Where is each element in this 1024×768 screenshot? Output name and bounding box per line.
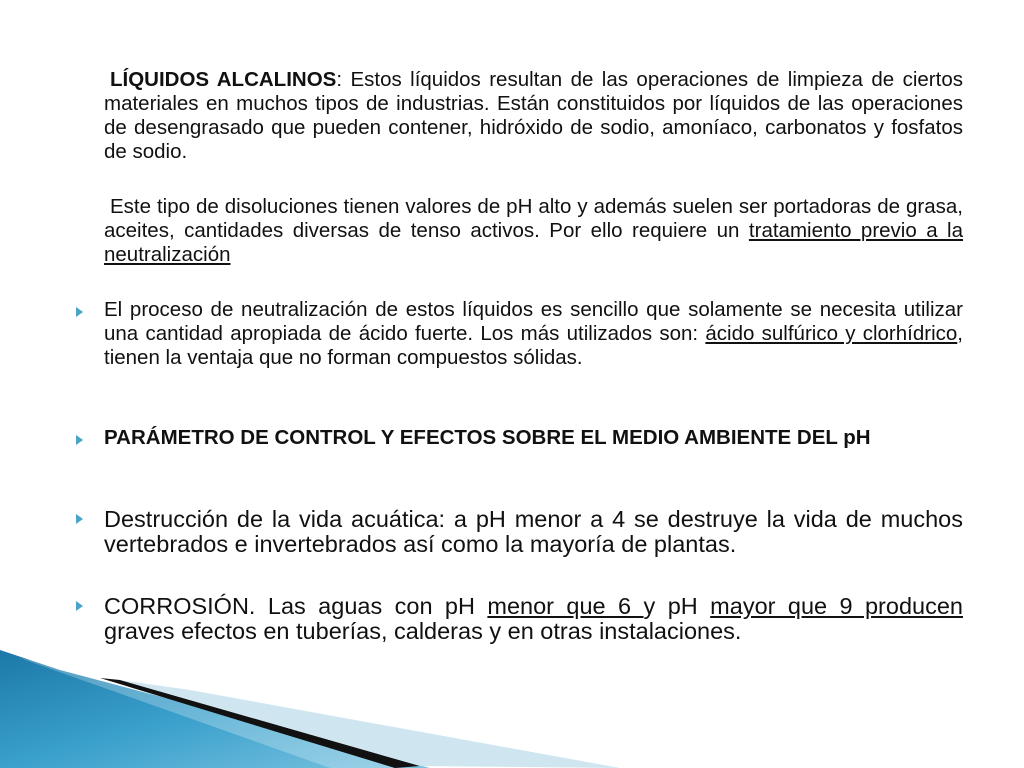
underlined-text: tratamiento previo a la neutralización bbox=[104, 219, 964, 266]
bullet-heading: PARÁMETRO DE CONTROL Y EFECTOS SOBRE EL MEDIO AMBIENTE DEL pH bbox=[104, 426, 871, 449]
bullet-arrow-icon bbox=[76, 601, 83, 611]
bullet-text: , tienen la ventaja que no forman compuestos sólidas. bbox=[104, 322, 963, 369]
bullet-neutralizacion bbox=[104, 298, 963, 370]
bullet-arrow-icon bbox=[76, 514, 83, 524]
paragraph-text: Este tipo de disoluciones tienen valores de pH alto y además suelen ser portadoras de grasa, aceites, cantidades diversas de tenso activos. Por ello requiere un bbox=[104, 195, 963, 242]
paragraph-disoluciones bbox=[104, 195, 963, 267]
bullet-text: y pH bbox=[643, 593, 711, 619]
underlined-text: ácido sulfúrico y clorhídrico bbox=[705, 322, 958, 345]
decorative-swoosh bbox=[0, 620, 1024, 768]
paragraph-text: : Estos líquidos resultan de las operaciones de limpieza de ciertos materiales en muchos tipos de industrias. Están constituidos por líquidos de las operaciones de desengrasado que pueden contener, hidróxido de sodio, amoníaco, carbonatos y fosfatos de sodio. bbox=[104, 68, 963, 163]
bullet-text: El proceso de neutralización de estos líquidos es sencillo que solamente se necesita utilizar una cantidad apropiada de ácido fuerte. Los más utilizados son: bbox=[104, 298, 963, 345]
bullet-parametro-control bbox=[104, 426, 924, 450]
underlined-text: mayor que 9 producen bbox=[710, 593, 963, 619]
bullet-text: graves efectos en tuberías, calderas y en otras instalaciones. bbox=[104, 618, 742, 644]
underlined-text: menor que 6 bbox=[487, 593, 644, 619]
bullet-text: CORROSIÓN. Las aguas con pH bbox=[104, 593, 488, 619]
paragraph-liquidos-alcalinos bbox=[104, 68, 963, 164]
bullet-vida-acuatica bbox=[104, 507, 963, 557]
bullet-arrow-icon bbox=[76, 307, 83, 317]
bullet-text: Destrucción de la vida acuática: a pH menor a 4 se destruye la vida de muchos vertebrados e invertebrados así como la mayoría de plantas. bbox=[104, 506, 963, 557]
bullet-arrow-icon bbox=[76, 435, 83, 445]
paragraph-lead: LÍQUIDOS ALCALINOS bbox=[110, 68, 337, 91]
